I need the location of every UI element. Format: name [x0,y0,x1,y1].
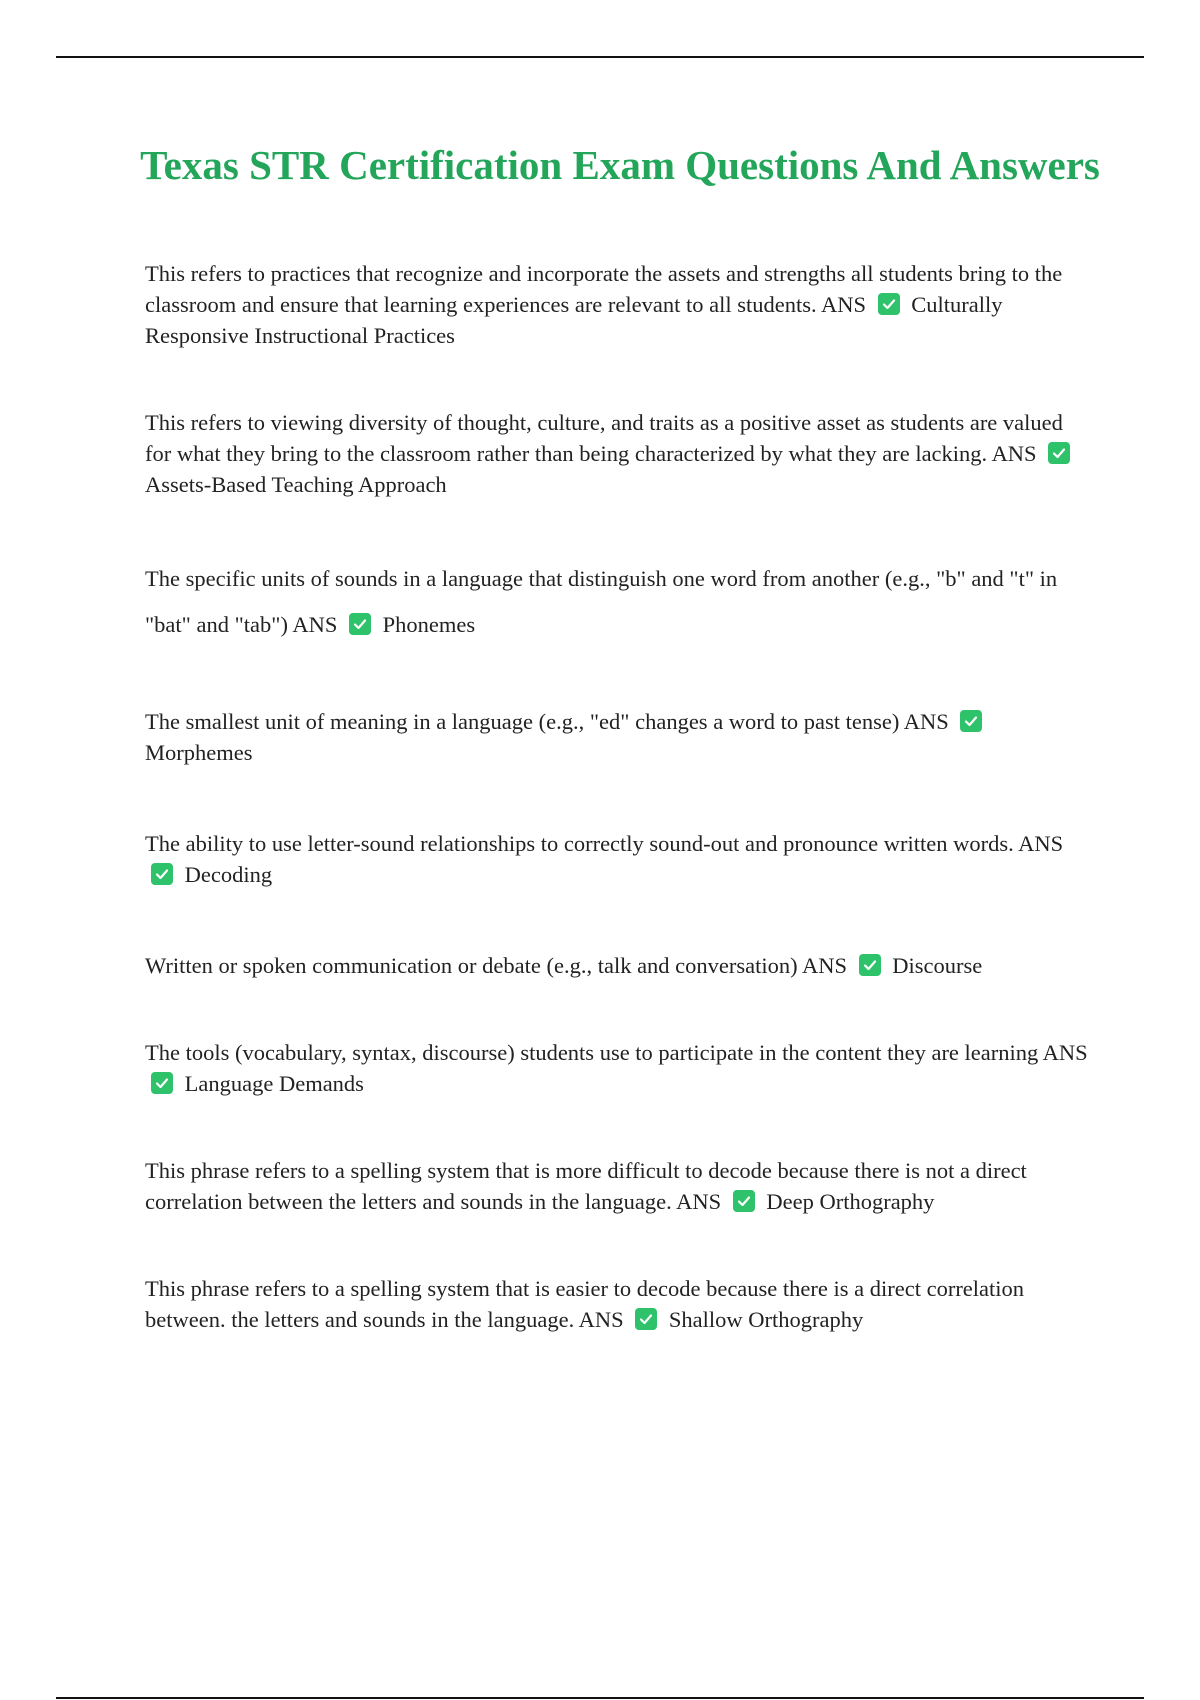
answer-text: Deep Orthography [766,1189,935,1214]
question-text: The specific units of sounds in a language that distinguish one word from another (e.g., "b" and "t" in "bat" and "tab") [145,566,1058,637]
check-mark-icon [151,1072,173,1094]
qa-item [145,258,1090,351]
ans-label: ANS [1018,831,1064,856]
qa-item [145,1155,1090,1217]
ans-label: ANS [821,292,867,317]
question-text: This refers to viewing diversity of thought, culture, and traits as a positive asset as students are valued for what they bring to the classroom rather than being characterized by what they are lacking. [145,410,1063,466]
answer-text: Language Demands [184,1071,364,1096]
question-text: The smallest unit of meaning in a language (e.g., "ed" changes a word to past tense) [145,709,900,734]
ans-label: ANS [903,709,949,734]
check-mark-icon [635,1308,657,1330]
check-mark-icon [878,293,900,315]
question-text: Written or spoken communication or debate (e.g., talk and conversation) [145,953,798,978]
answer-text: Discourse [892,953,983,978]
answer-text: Decoding [184,862,273,887]
answer-text: Shallow Orthography [668,1307,864,1332]
answer-text: Morphemes [145,740,253,765]
ans-label: ANS [292,612,338,637]
ans-label: ANS [802,953,848,978]
header-rule [56,56,1144,58]
ans-label: ANS [676,1189,722,1214]
question-text: This refers to practices that recognize and incorporate the assets and strengths all students bring to the classroom and ensure that learning experiences are relevant to all students. [145,261,1063,317]
qa-item [145,706,1090,768]
qa-item [145,1273,1090,1335]
footer-rule [56,1697,1144,1699]
answer-text: Phonemes [382,612,476,637]
qa-item [145,950,1090,981]
question-text: The tools (vocabulary, syntax, discourse) students use to participate in the content they are learning [145,1040,1039,1065]
qa-item [145,828,1090,890]
check-mark-icon [1048,442,1070,464]
check-mark-icon [859,954,881,976]
check-mark-icon [960,710,982,732]
qa-list [145,258,1090,1335]
ans-label: ANS [991,441,1037,466]
question-text: This phrase refers to a spelling system that is more difficult to decode because there is not a direct correlation between the letters and sounds in the language. [145,1158,1027,1214]
ans-label: ANS [1042,1040,1088,1065]
answer-text: Assets-Based Teaching Approach [145,472,447,497]
ans-label: ANS [578,1307,624,1332]
qa-item [145,1037,1090,1099]
question-text: This phrase refers to a spelling system that is easier to decode because there is a direct correlation between. the letters and sounds in the language. [145,1276,1025,1332]
page-title: Texas STR Certification Exam Questions And Answers [140,142,1100,188]
check-mark-icon [151,863,173,885]
check-mark-icon [733,1190,755,1212]
answer-text: Culturally Responsive Instructional Practices [145,292,1003,348]
question-text: The ability to use letter-sound relationships to correctly sound-out and pronounce written words. [145,831,1014,856]
check-mark-icon [349,613,371,635]
qa-item [145,556,1090,648]
qa-item [145,407,1090,500]
